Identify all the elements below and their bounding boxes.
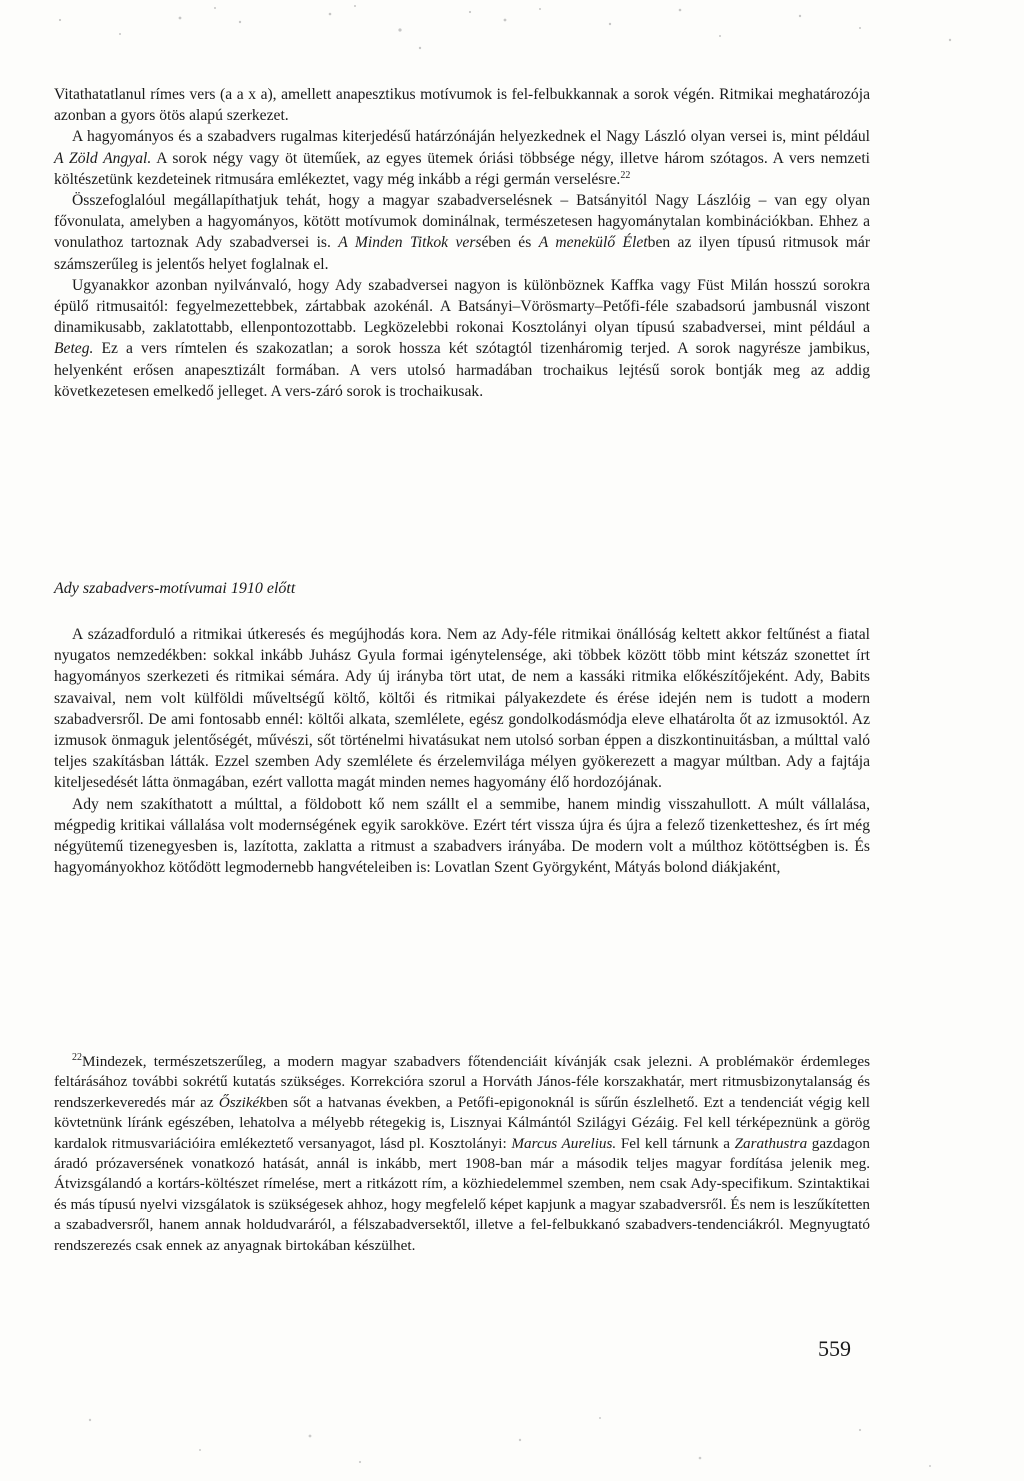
scan-noise-top <box>0 0 1024 70</box>
title-zarathustra: Zarathustra <box>734 1134 808 1152</box>
title-beteg: Beteg. <box>54 340 94 358</box>
title-marcus-aurelius: Marcus Aurelius. <box>511 1134 617 1152</box>
paragraph-2-text: A hagyományos és a szabadvers rugalmas kiterjedésű határzónáján helyezkednek el Nagy László olyan versei is, mint például <box>72 128 870 146</box>
paragraph-3-text: Összefoglalóul megállapíthatjuk tehát, hogy a magyar szabadverselésnek – Batsányitól Nagy Lászlóig – van egy olyan fővonulata, amelyben a hagyományos, kötött motívumok dominálnak, természetesen hagyománytalan kombinációkban. Ehhez a vonulathoz tartoznak Ady szabadversei is. <box>54 192 870 252</box>
footnote-text-a: Mindezek, természetszerűleg, a modern magyar szabadvers főtendenciáit kívánják csak jelezni. A problémakör érdemleges feltárásához további sokrétű kutatás szükséges. Korrekcióra szorul a Horváth János-féle korszakhatár, mert ritmusbizonytalanság és rendszerkeveredés már az <box>54 1053 870 1111</box>
section-text-block <box>54 624 870 878</box>
page-number: 559 <box>818 1336 851 1361</box>
footnote-text-b: ben sőt a hatvanas években, a Petőfi-epigonoknál is sűrűn észlelhető. Ezt a tendenciát végig kell kövtetnünk líránk egészében, lehatolva a mélyebb rétegekig is, Lisznyai Kálmántól Szilágyi Gézáig. Fel kell térképeznünk a görög kardalok ritmusvariációira emlékeztető versanyagot, lásd pl. Kosztolányi: <box>54 1093 871 1152</box>
footnote-block <box>54 1052 870 1256</box>
footnote-ref[interactable]: 22 <box>620 169 631 181</box>
paragraph-4-rest: Ez a vers rímtelen és szakozatlan; a sorok hossza két szótagtól tizenháromig terjed. A sorok nagyrésze jambikus, helyenként erősen anapesztizált formában. A vers utolsó harmadában trochaikus lejtésű sorok bontják meg az addig következetesen emelkedő jelleget. A vers-záró sorok is trochaikusak. <box>54 340 870 400</box>
title-zold-angyal: A Zöld Angyal. <box>54 149 152 167</box>
paragraph-3-mid: ében és <box>481 234 532 252</box>
title-minden-titkok: A Minden Titkok vers <box>338 234 482 252</box>
footnote-marker: 22 <box>72 1051 82 1063</box>
title-menekulo-elet: A menekülő Élet <box>538 234 648 252</box>
paragraph-4-text: Ugyanakkor azonban nyilvánvaló, hogy Ady szabadversei nagyon is különböznek Kaffka vagy Füst Milán hosszú sorokra épülő ritmusaitól: fegyelmezettebbek, zártabbak azokénál. A Batsányi–Vörösmarty–Petőfi-féle szabadsorú jambusnál viszont dinamikusabb, zaklatottabb, ellenpontozottabb. Legközelebbi rokonai Kosztolányi olyan típusú szabadversei, mint például a <box>54 276 870 337</box>
section-heading: Ady szabadvers-motívumai 1910 előtt <box>54 580 296 597</box>
paragraph-3-rest: ben az ilyen típusú ritmusok már számszerűleg is jelentős helyet foglalnak el. <box>54 234 871 273</box>
paragraph-1: Vitathatatlanul rímes vers (a a x a), amellett anapesztikus motívumok is fel-felbukkannak a sorok végén. Ritmikai meghatározója azonban a gyors ötös alapú szerkezet. <box>54 86 870 125</box>
footnote-text-c: Fel kell tárnunk a <box>620 1134 730 1152</box>
section-paragraph-2: Ady nem szakíthatott a múlttal, a földobott kő nem szállt el a semmibe, hanem mindig visszahullott. A múlt vállalása, mégpedig kritikai vállalása volt modernségének egyik sarokköve. Ezért tért vissza újra és újra a felező tizenketteshez, és írt még négyütemű tizenegyesben is, lazította, zaklatta a ritmust a szabadvers irányába. De modern volt a múlthoz kötöttségben is. És hagyományokhoz kötődött legmodernebb hangvételeiben is: Lovatlan Szent Györgyként, Mátyás bolond diákjaként, <box>54 795 870 877</box>
top-text-block <box>54 84 870 402</box>
paragraph-3 <box>54 190 870 275</box>
title-oszikek: Őszikék <box>218 1093 267 1111</box>
section-paragraph-1: A századforduló a ritmikai útkeresés és megújhodás kora. Nem az Ady-féle ritmikai önállóság keltett akkor feltűnést a fiatal nyugatos nemzedékben: sokkal inkább Juhász Gyula formai igénytelensége, aki többek között több mint kétszáz szonettet írt hagyományos szerkezeti és ritmikai sémára. Ady új irányba tört utat, de nem a kassáki ritmika előkészítőjeként. Ady, Babits szavaival, nem volt külföldi műveltségű költő, költői és ritmikai pályakezdete és érése idején nem is tudott a modern szabadversről. De ami fontosabb ennél: költői alkata, szemlélete, egész gondolkodásmódja eleve elhatárolta őt az izmusoktól. Az izmusok önmaguk jelentőségét, művészi, sőt történelmi hivatásukat nem utolsó sorban éppen a diszkontinuitásban, a múlttal való teljes szakításban látták. Ezzel szemben Ady szemlélete és érzelemvilága mélyen gyökerezett a magyar múltban. Ady a fajtája kiteljesedését látta önmagában, ezért vallotta magát minden nemes hagyomány élő hordozójának. <box>54 626 870 792</box>
footnote-text-d: gazdagon áradó prózaversének vonatkozó hatását, annál is inkább, mert 1908-ban már a második teljes magyar fordítása jelenik meg. Átvizsgálandó a kortárs-költészet rímelése, mert a ritkázott rím, a közhiedelemmel szemben, nem csak Ady-specifikum. Szintaktikai és más típusú nyelvi vizsgálatok is szükségesek ahhoz, hogy megfelelő képet kapjunk a magyar szabadversről. És nem is leszűkítetten a szabadversről, hanem annak holdudvaráról, a félszabadversektől, illetve a fel-felbukkanó szabadvers-tendenciákról. Megnyugtató rendszerezés csak ennek az anyagnak birtokában készülhet. <box>54 1134 870 1254</box>
paragraph-4 <box>54 275 870 402</box>
paragraph-2 <box>54 126 870 190</box>
scan-noise-bottom <box>0 1400 1024 1481</box>
footnote-22 <box>54 1052 870 1256</box>
paragraph-2-rest: A sorok négy vagy öt üteműek, az egyes ütemek óriási többsége négy, illetve három szótagos. A vers nemzeti költészetünk kezdeteinek ritmusára emlékeztet, vagy még inkább a régi germán verselésre. <box>54 149 870 188</box>
